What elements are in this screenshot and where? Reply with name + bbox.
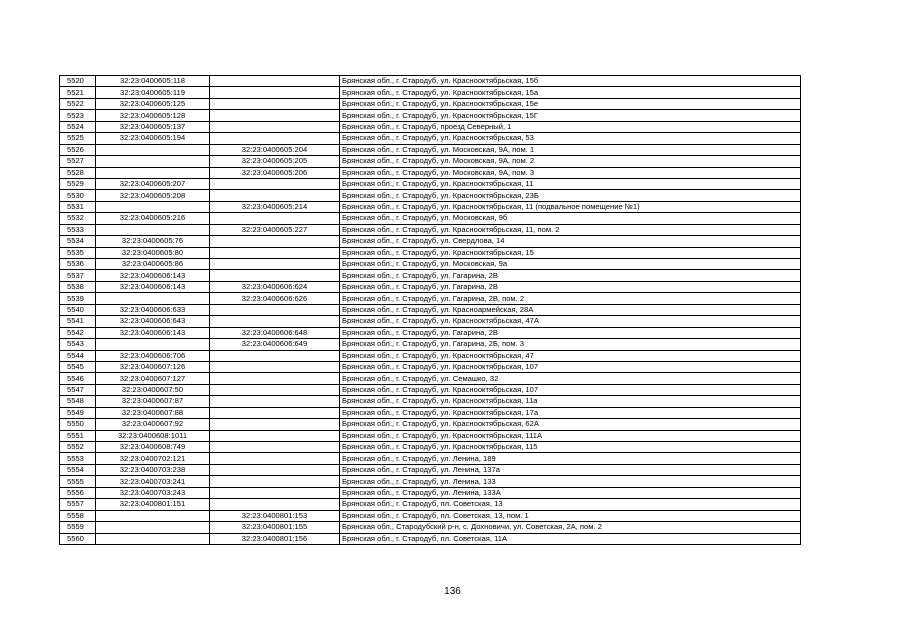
address-cell: Брянская обл., г. Стародуб, пл. Советская, 13, пом. 1 [340,510,801,521]
row-number-cell: 5523 [60,110,96,121]
row-number-cell: 5533 [60,224,96,235]
premise-cadastral-number-cell: 32:23:0400801:153 [210,510,340,521]
land-cadastral-number-cell: 32:23:0400606:633 [96,304,210,315]
land-cadastral-number-cell: 32:23:0400607:50 [96,384,210,395]
address-cell: Брянская обл., г. Стародуб, ул. Гагарина, 2В, пом. 2 [340,293,801,304]
premise-cadastral-number-cell [210,499,340,510]
premise-cadastral-number-cell [210,213,340,224]
table-row [60,522,801,533]
land-cadastral-number-cell [96,522,210,533]
premise-cadastral-number-cell [210,121,340,132]
premise-cadastral-number-cell: 32:23:0400801:155 [210,522,340,533]
table-row [60,396,801,407]
row-number-cell: 5544 [60,350,96,361]
address-cell: Брянская обл., г. Стародуб, ул. Семашко, 32 [340,373,801,384]
land-cadastral-number-cell: 32:23:0400606:143 [96,281,210,292]
row-number-cell: 5525 [60,133,96,144]
address-cell: Брянская обл., г. Стародуб, пл. Советская, 11А [340,533,801,544]
premise-cadastral-number-cell: 32:23:0400606:649 [210,339,340,350]
table-row [60,156,801,167]
registry-table-body [60,76,801,545]
table-row [60,350,801,361]
row-number-cell: 5539 [60,293,96,304]
premise-cadastral-number-cell [210,453,340,464]
land-cadastral-number-cell: 32:23:0400607:127 [96,373,210,384]
row-number-cell: 5541 [60,316,96,327]
premise-cadastral-number-cell [210,87,340,98]
premise-cadastral-number-cell [210,98,340,109]
premise-cadastral-number-cell [210,476,340,487]
land-cadastral-number-cell [96,224,210,235]
premise-cadastral-number-cell [210,430,340,441]
land-cadastral-number-cell: 32:23:0400607:87 [96,396,210,407]
address-cell: Брянская обл., г. Стародуб, ул. Краснооктябрьская, 53 [340,133,801,144]
table-row [60,293,801,304]
premise-cadastral-number-cell [210,361,340,372]
address-cell: Брянская обл., г. Стародуб, ул. Краснооктябрьская, 11 (подвальное помещение №1) [340,201,801,212]
premise-cadastral-number-cell [210,407,340,418]
row-number-cell: 5545 [60,361,96,372]
table-row [60,110,801,121]
row-number-cell: 5553 [60,453,96,464]
row-number-cell: 5547 [60,384,96,395]
address-cell: Брянская обл., г. Стародуб, ул. Свердлова, 14 [340,236,801,247]
table-row [60,442,801,453]
row-number-cell: 5531 [60,201,96,212]
row-number-cell: 5535 [60,247,96,258]
land-cadastral-number-cell: 32:23:0400605:194 [96,133,210,144]
row-number-cell: 5536 [60,259,96,270]
land-cadastral-number-cell: 32:23:0400605:128 [96,110,210,121]
land-cadastral-number-cell [96,533,210,544]
row-number-cell: 5534 [60,236,96,247]
address-cell: Брянская обл., г. Стародуб, ул. Краснооктябрьская, 23Б [340,190,801,201]
table-row [60,419,801,430]
address-cell: Брянская обл., г. Стародуб, ул. Краснооктябрьская, 15 [340,247,801,258]
land-cadastral-number-cell: 32:23:0400703:238 [96,464,210,475]
address-cell: Брянская обл., г. Стародуб, ул. Краснооктябрьская, 15Г [340,110,801,121]
row-number-cell: 5532 [60,213,96,224]
address-cell: Брянская обл., г. Стародуб, ул. Краснооктябрьская, 107 [340,384,801,395]
table-row [60,316,801,327]
address-cell: Брянская обл., г. Стародуб, ул. Краснооктябрьская, 111А [340,430,801,441]
land-cadastral-number-cell: 32:23:0400607:126 [96,361,210,372]
land-cadastral-number-cell: 32:23:0400606:143 [96,270,210,281]
address-cell: Брянская обл., г. Стародуб, ул. Краснооктябрьская, 15е [340,98,801,109]
address-cell: Брянская обл., г. Стародуб, ул. Краснооктябрьская, 47А [340,316,801,327]
row-number-cell: 5550 [60,419,96,430]
premise-cadastral-number-cell [210,247,340,258]
row-number-cell: 5542 [60,327,96,338]
registry-table [59,75,801,545]
land-cadastral-number-cell: 32:23:0400605:80 [96,247,210,258]
land-cadastral-number-cell [96,167,210,178]
table-row [60,499,801,510]
row-number-cell: 5521 [60,87,96,98]
page-number: 136 [444,586,461,597]
premise-cadastral-number-cell [210,304,340,315]
land-cadastral-number-cell: 32:23:0400606:706 [96,350,210,361]
table-row [60,510,801,521]
premise-cadastral-number-cell: 32:23:0400605:204 [210,144,340,155]
address-cell: Брянская обл., г. Стародуб, ул. Московская, 9б [340,213,801,224]
table-row [60,178,801,189]
row-number-cell: 5522 [60,98,96,109]
address-cell: Брянская обл., г. Стародуб, ул. Краснооктябрьская, 115 [340,442,801,453]
address-cell: Брянская обл., г. Стародуб, ул. Московская, 9А, пом. 2 [340,156,801,167]
land-cadastral-number-cell: 32:23:0400703:241 [96,476,210,487]
land-cadastral-number-cell: 32:23:0400605:208 [96,190,210,201]
land-cadastral-number-cell: 32:23:0400605:125 [96,98,210,109]
table-row [60,201,801,212]
premise-cadastral-number-cell [210,133,340,144]
table-row [60,304,801,315]
land-cadastral-number-cell: 32:23:0400605:76 [96,236,210,247]
premise-cadastral-number-cell [210,350,340,361]
premise-cadastral-number-cell: 32:23:0400605:205 [210,156,340,167]
table-row [60,133,801,144]
row-number-cell: 5538 [60,281,96,292]
address-cell: Брянская обл., г. Стародуб, ул. Гагарина, 2Б, пом. 3 [340,339,801,350]
row-number-cell: 5555 [60,476,96,487]
address-cell: Брянская обл., г. Стародуб, ул. Краснооктябрьская, 11а [340,396,801,407]
premise-cadastral-number-cell [210,384,340,395]
land-cadastral-number-cell: 32:23:0400605:207 [96,178,210,189]
row-number-cell: 5526 [60,144,96,155]
land-cadastral-number-cell [96,201,210,212]
address-cell: Брянская обл., г. Стародуб, ул. Краснооктябрьская, 107 [340,361,801,372]
row-number-cell: 5554 [60,464,96,475]
table-row [60,76,801,87]
premise-cadastral-number-cell [210,396,340,407]
table-row [60,533,801,544]
premise-cadastral-number-cell [210,442,340,453]
row-number-cell: 5557 [60,499,96,510]
land-cadastral-number-cell: 32:23:0400608:749 [96,442,210,453]
row-number-cell: 5552 [60,442,96,453]
table-row [60,476,801,487]
premise-cadastral-number-cell [210,76,340,87]
table-row [60,121,801,132]
table-row [60,384,801,395]
row-number-cell: 5551 [60,430,96,441]
address-cell: Брянская обл., г. Стародуб, пл. Советская, 13 [340,499,801,510]
table-row [60,259,801,270]
address-cell: Брянская обл., г. Стародуб, ул. Гагарина, 2В [340,327,801,338]
row-number-cell: 5530 [60,190,96,201]
table-row [60,236,801,247]
address-cell: Брянская обл., г. Стародуб, ул. Гагарина, 2В [340,281,801,292]
table-row [60,430,801,441]
land-cadastral-number-cell: 32:23:0400703:243 [96,487,210,498]
premise-cadastral-number-cell: 32:23:0400606:626 [210,293,340,304]
table-row [60,247,801,258]
address-cell: Брянская обл., г. Стародуб, ул. Краснооктябрьская, 11 [340,178,801,189]
land-cadastral-number-cell: 32:23:0400607:92 [96,419,210,430]
table-row [60,407,801,418]
premise-cadastral-number-cell: 32:23:0400606:624 [210,281,340,292]
premise-cadastral-number-cell: 32:23:0400605:214 [210,201,340,212]
row-number-cell: 5537 [60,270,96,281]
premise-cadastral-number-cell [210,178,340,189]
row-number-cell: 5549 [60,407,96,418]
table-row [60,213,801,224]
address-cell: Брянская обл., Стародубский р-н, с. Дохновичи, ул. Советская, 2А, пом. 2 [340,522,801,533]
land-cadastral-number-cell: 32:23:0400605:86 [96,259,210,270]
table-row [60,281,801,292]
table-row [60,373,801,384]
address-cell: Брянская обл., г. Стародуб, ул. Красноармейская, 28А [340,304,801,315]
premise-cadastral-number-cell [210,270,340,281]
row-number-cell: 5520 [60,76,96,87]
land-cadastral-number-cell: 32:23:0400605:137 [96,121,210,132]
land-cadastral-number-cell: 32:23:0400702:121 [96,453,210,464]
land-cadastral-number-cell: 32:23:0400606:643 [96,316,210,327]
address-cell: Брянская обл., г. Стародуб, ул. Краснооктябрьская, 62А [340,419,801,430]
address-cell: Брянская обл., г. Стародуб, ул. Краснооктябрьская, 15а [340,87,801,98]
premise-cadastral-number-cell [210,190,340,201]
land-cadastral-number-cell: 32:23:0400608:1011 [96,430,210,441]
table-row [60,190,801,201]
premise-cadastral-number-cell: 32:23:0400605:206 [210,167,340,178]
land-cadastral-number-cell: 32:23:0400607:88 [96,407,210,418]
premise-cadastral-number-cell [210,464,340,475]
table-row [60,464,801,475]
land-cadastral-number-cell [96,144,210,155]
table-row [60,87,801,98]
address-cell: Брянская обл., г. Стародуб, ул. Московская, 9А, пом. 3 [340,167,801,178]
table-row [60,167,801,178]
address-cell: Брянская обл., г. Стародуб, ул. Московская, 9А, пом. 1 [340,144,801,155]
premise-cadastral-number-cell: 32:23:0400605:227 [210,224,340,235]
premise-cadastral-number-cell [210,236,340,247]
table-row [60,270,801,281]
premise-cadastral-number-cell [210,259,340,270]
row-number-cell: 5524 [60,121,96,132]
row-number-cell: 5559 [60,522,96,533]
premise-cadastral-number-cell: 32:23:0400801:156 [210,533,340,544]
land-cadastral-number-cell [96,510,210,521]
table-row [60,361,801,372]
table-row [60,144,801,155]
address-cell: Брянская обл., г. Стародуб, проезд Северный, 1 [340,121,801,132]
premise-cadastral-number-cell [210,110,340,121]
premise-cadastral-number-cell [210,316,340,327]
premise-cadastral-number-cell [210,419,340,430]
row-number-cell: 5540 [60,304,96,315]
address-cell: Брянская обл., г. Стародуб, ул. Ленина, 133 [340,476,801,487]
address-cell: Брянская обл., г. Стародуб, ул. Ленина, 133А [340,487,801,498]
row-number-cell: 5529 [60,178,96,189]
row-number-cell: 5543 [60,339,96,350]
row-number-cell: 5558 [60,510,96,521]
address-cell: Брянская обл., г. Стародуб, ул. Краснооктябрьская, 17а [340,407,801,418]
address-cell: Брянская обл., г. Стародуб, ул. Краснооктябрьская, 47 [340,350,801,361]
address-cell: Брянская обл., г. Стародуб, ул. Ленина, 189 [340,453,801,464]
row-number-cell: 5556 [60,487,96,498]
land-cadastral-number-cell [96,339,210,350]
land-cadastral-number-cell: 32:23:0400605:216 [96,213,210,224]
premise-cadastral-number-cell: 32:23:0400606:648 [210,327,340,338]
address-cell: Брянская обл., г. Стародуб, ул. Гагарина, 2В [340,270,801,281]
land-cadastral-number-cell: 32:23:0400605:119 [96,87,210,98]
premise-cadastral-number-cell [210,373,340,384]
address-cell: Брянская обл., г. Стародуб, ул. Ленина, 137а [340,464,801,475]
row-number-cell: 5548 [60,396,96,407]
address-cell: Брянская обл., г. Стародуб, ул. Московская, 9а [340,259,801,270]
table-row [60,224,801,235]
land-cadastral-number-cell: 32:23:0400801:151 [96,499,210,510]
table-row [60,327,801,338]
row-number-cell: 5560 [60,533,96,544]
land-cadastral-number-cell [96,156,210,167]
row-number-cell: 5527 [60,156,96,167]
table-row [60,487,801,498]
land-cadastral-number-cell [96,293,210,304]
row-number-cell: 5528 [60,167,96,178]
address-cell: Брянская обл., г. Стародуб, ул. Краснооктябрьская, 11, пом. 2 [340,224,801,235]
address-cell: Брянская обл., г. Стародуб, ул. Краснооктябрьская, 15б [340,76,801,87]
table-row [60,453,801,464]
land-cadastral-number-cell: 32:23:0400605:118 [96,76,210,87]
table-row [60,98,801,109]
premise-cadastral-number-cell [210,487,340,498]
row-number-cell: 5546 [60,373,96,384]
table-row [60,339,801,350]
land-cadastral-number-cell: 32:23:0400606:143 [96,327,210,338]
